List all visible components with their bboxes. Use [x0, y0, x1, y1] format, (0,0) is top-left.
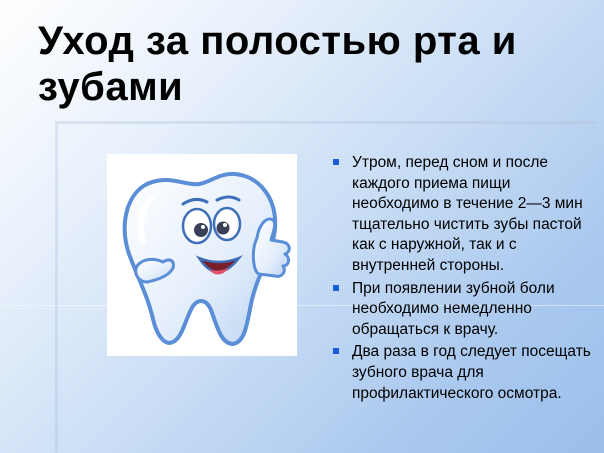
square-bullet-icon [333, 348, 339, 354]
bullet-item [332, 279, 594, 341]
tooth-image [107, 154, 297, 356]
smiling-tooth-icon [107, 154, 297, 356]
slide-title [38, 18, 598, 110]
square-bullet-icon [333, 285, 339, 291]
decorative-vertical-line [55, 121, 58, 453]
bullet-list [332, 153, 594, 406]
bullet-item [332, 153, 594, 277]
slide-title-line-2: зубами [38, 65, 184, 109]
bullet-text: При появлении зубной боли необходимо немедленно обращаться к врачу. [352, 279, 555, 338]
square-bullet-icon [333, 159, 339, 165]
slide-title-line-1: Уход за полостью рта и [38, 19, 517, 63]
bullet-text: Два раза в год следует посещать зубного врача для профилактического осмотра. [352, 343, 591, 402]
decorative-horizontal-line [56, 121, 596, 124]
bullet-text: Утром, перед сном и после каждого приема пищи необходимо в течение 2—3 мин тщательно чистить зубы пастой как с наружной, так и с внутренней стороны. [352, 154, 583, 274]
bullet-item [332, 342, 594, 404]
